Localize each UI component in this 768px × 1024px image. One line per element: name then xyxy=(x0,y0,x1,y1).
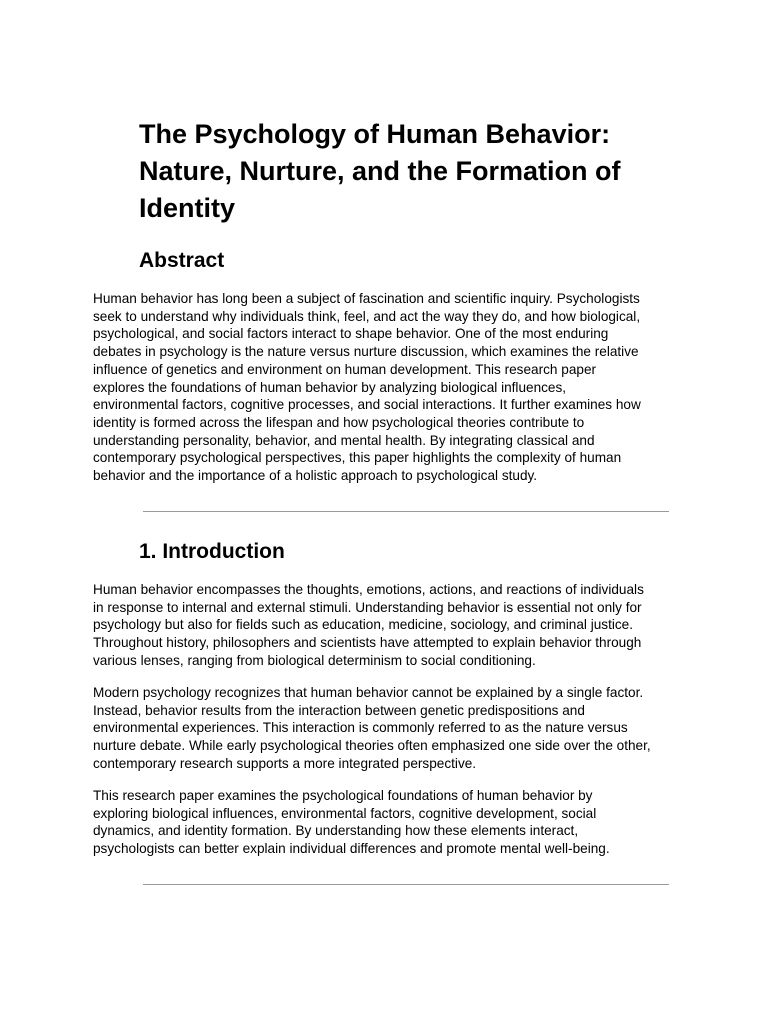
section-divider xyxy=(143,511,669,512)
introduction-paragraph-3: This research paper examines the psychological foundations of human behavior by exploring biological influences, environmental factors, cognitive development, social dynamics, and identity formation. By understanding how these elements interact, psychologists can better explain individual differences and promote mental well-being. xyxy=(93,788,610,857)
introduction-paragraph-2: Modern psychology recognizes that human behavior cannot be explained by a single factor. Instead, behavior results from the interaction between genetic predispositions and environmental experiences. This interaction is commonly referred to as the nature versus nurture debate. While early psychological theories often emphasized one side over the other, contemporary research supports a more integrated perspective. xyxy=(93,685,651,771)
abstract-heading: Abstract xyxy=(139,249,225,272)
introduction-heading: 1. Introduction xyxy=(139,540,285,563)
section-divider xyxy=(143,884,669,885)
introduction-paragraph-1: Human behavior encompasses the thoughts, emotions, actions, and reactions of individuals in response to internal and external stimuli. Understanding behavior is essential not only for psychology but also for fields such as education, medicine, sociology, and criminal justice. Throughout history, philosophers and scientists have attempted to explain behavior through various lenses, ranging from biological determinism to social conditioning. xyxy=(93,582,644,668)
document-title: The Psychology of Human Behavior: Nature, Nurture, and the Formation of Identity xyxy=(139,119,621,223)
abstract-text: Human behavior has long been a subject of fascination and scientific inquiry. Psychologists seek to understand why individuals think, feel, and act the way they do, and how biological, psychological, and social factors interact to shape behavior. One of the most enduring debates in psychology is the nature versus nurture discussion, which examines the relative influence of genetics and environment on human development. This research paper explores the foundations of human behavior by analyzing biological influences, environmental factors, cognitive processes, and social interactions. It further examines how identity is formed across the lifespan and how psychological theories contribute to understanding personality, behavior, and mental health. By integrating classical and contemporary psychological perspectives, this paper highlights the complexity of human behavior and the importance of a holistic approach to psychological study. xyxy=(93,291,641,484)
